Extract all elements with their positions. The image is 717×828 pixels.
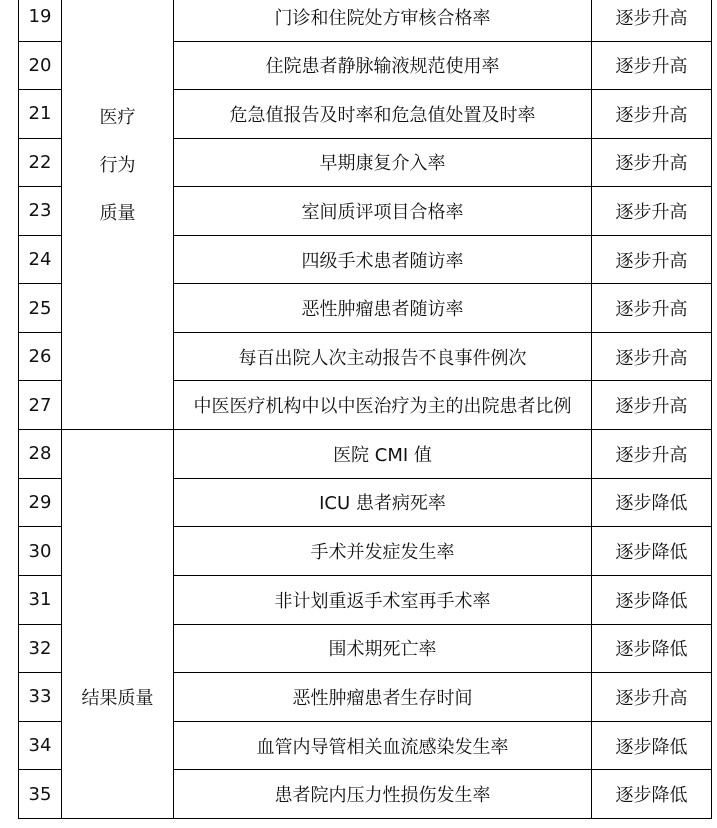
- indicator-name-cell: 患者院内压力性损伤发生率: [174, 770, 592, 819]
- row-number-cell: 34: [19, 721, 62, 770]
- row-number-cell: 22: [19, 138, 62, 187]
- category-label: 质量: [99, 203, 136, 224]
- target-direction-cell: 逐步升高: [592, 90, 712, 139]
- target-direction-cell: 逐步升高: [592, 430, 712, 479]
- row-number-cell: 33: [19, 673, 62, 722]
- indicator-name-cell: 血管内导管相关血流感染发生率: [174, 721, 592, 770]
- category-cell: [62, 0, 174, 430]
- indicator-name-cell: 早期康复介入率: [174, 138, 592, 187]
- target-direction-cell: 逐步降低: [592, 527, 712, 576]
- target-direction-cell: 逐步降低: [592, 770, 712, 819]
- target-direction-cell: 逐步升高: [592, 332, 712, 381]
- target-direction-cell: 逐步降低: [592, 575, 712, 624]
- category-cell: [62, 430, 174, 819]
- row-number-cell: 29: [19, 478, 62, 527]
- target-direction-cell: 逐步升高: [592, 0, 712, 41]
- row-number-cell: 19: [19, 0, 62, 41]
- indicator-name-cell: 医院 CMI 值: [174, 430, 592, 479]
- table-body: [19, 0, 712, 819]
- target-direction-cell: 逐步降低: [592, 721, 712, 770]
- target-direction-cell: 逐步升高: [592, 235, 712, 284]
- row-number-cell: 32: [19, 624, 62, 673]
- row-number-cell: 20: [19, 41, 62, 90]
- indicator-name-cell: 门诊和住院处方审核合格率: [174, 0, 592, 41]
- row-number-cell: 28: [19, 430, 62, 479]
- target-direction-cell: 逐步升高: [592, 381, 712, 430]
- target-direction-cell: 逐步升高: [592, 187, 712, 236]
- indicator-name-cell: 室间质评项目合格率: [174, 187, 592, 236]
- table-row: [19, 0, 712, 41]
- indicator-name-cell: 非计划重返手术室再手术率: [174, 575, 592, 624]
- row-number-cell: 27: [19, 381, 62, 430]
- row-number-cell: 31: [19, 575, 62, 624]
- indicator-name-cell: 每百出院人次主动报告不良事件例次: [174, 332, 592, 381]
- target-direction-cell: 逐步降低: [592, 478, 712, 527]
- target-direction-cell: 逐步升高: [592, 673, 712, 722]
- indicator-table-container: [18, 0, 712, 819]
- table-row: [19, 430, 712, 479]
- indicator-name-cell: 围术期死亡率: [174, 624, 592, 673]
- target-direction-cell: 逐步升高: [592, 41, 712, 90]
- indicator-name-cell: 恶性肿瘤患者随访率: [174, 284, 592, 333]
- target-direction-cell: 逐步降低: [592, 624, 712, 673]
- row-number-cell: 23: [19, 187, 62, 236]
- row-number-cell: 35: [19, 770, 62, 819]
- row-number-cell: 25: [19, 284, 62, 333]
- row-number-cell: 26: [19, 332, 62, 381]
- category-label: 行为: [99, 155, 136, 176]
- indicator-name-cell: ICU 患者病死率: [174, 478, 592, 527]
- quality-indicator-table: [18, 0, 712, 819]
- indicator-name-cell: 手术并发症发生率: [174, 527, 592, 576]
- indicator-name-cell: 恶性肿瘤患者生存时间: [174, 673, 592, 722]
- row-number-cell: 30: [19, 527, 62, 576]
- category-label: 医疗: [99, 107, 136, 128]
- category-label: 结果质量: [81, 688, 154, 709]
- indicator-name-cell: 四级手术患者随访率: [174, 235, 592, 284]
- indicator-name-cell: 中医医疗机构中以中医治疗为主的出院患者比例: [174, 381, 592, 430]
- target-direction-cell: 逐步升高: [592, 138, 712, 187]
- indicator-name-cell: 危急值报告及时率和危急值处置及时率: [174, 90, 592, 139]
- target-direction-cell: 逐步升高: [592, 284, 712, 333]
- row-number-cell: 21: [19, 90, 62, 139]
- row-number-cell: 24: [19, 235, 62, 284]
- indicator-name-cell: 住院患者静脉输液规范使用率: [174, 41, 592, 90]
